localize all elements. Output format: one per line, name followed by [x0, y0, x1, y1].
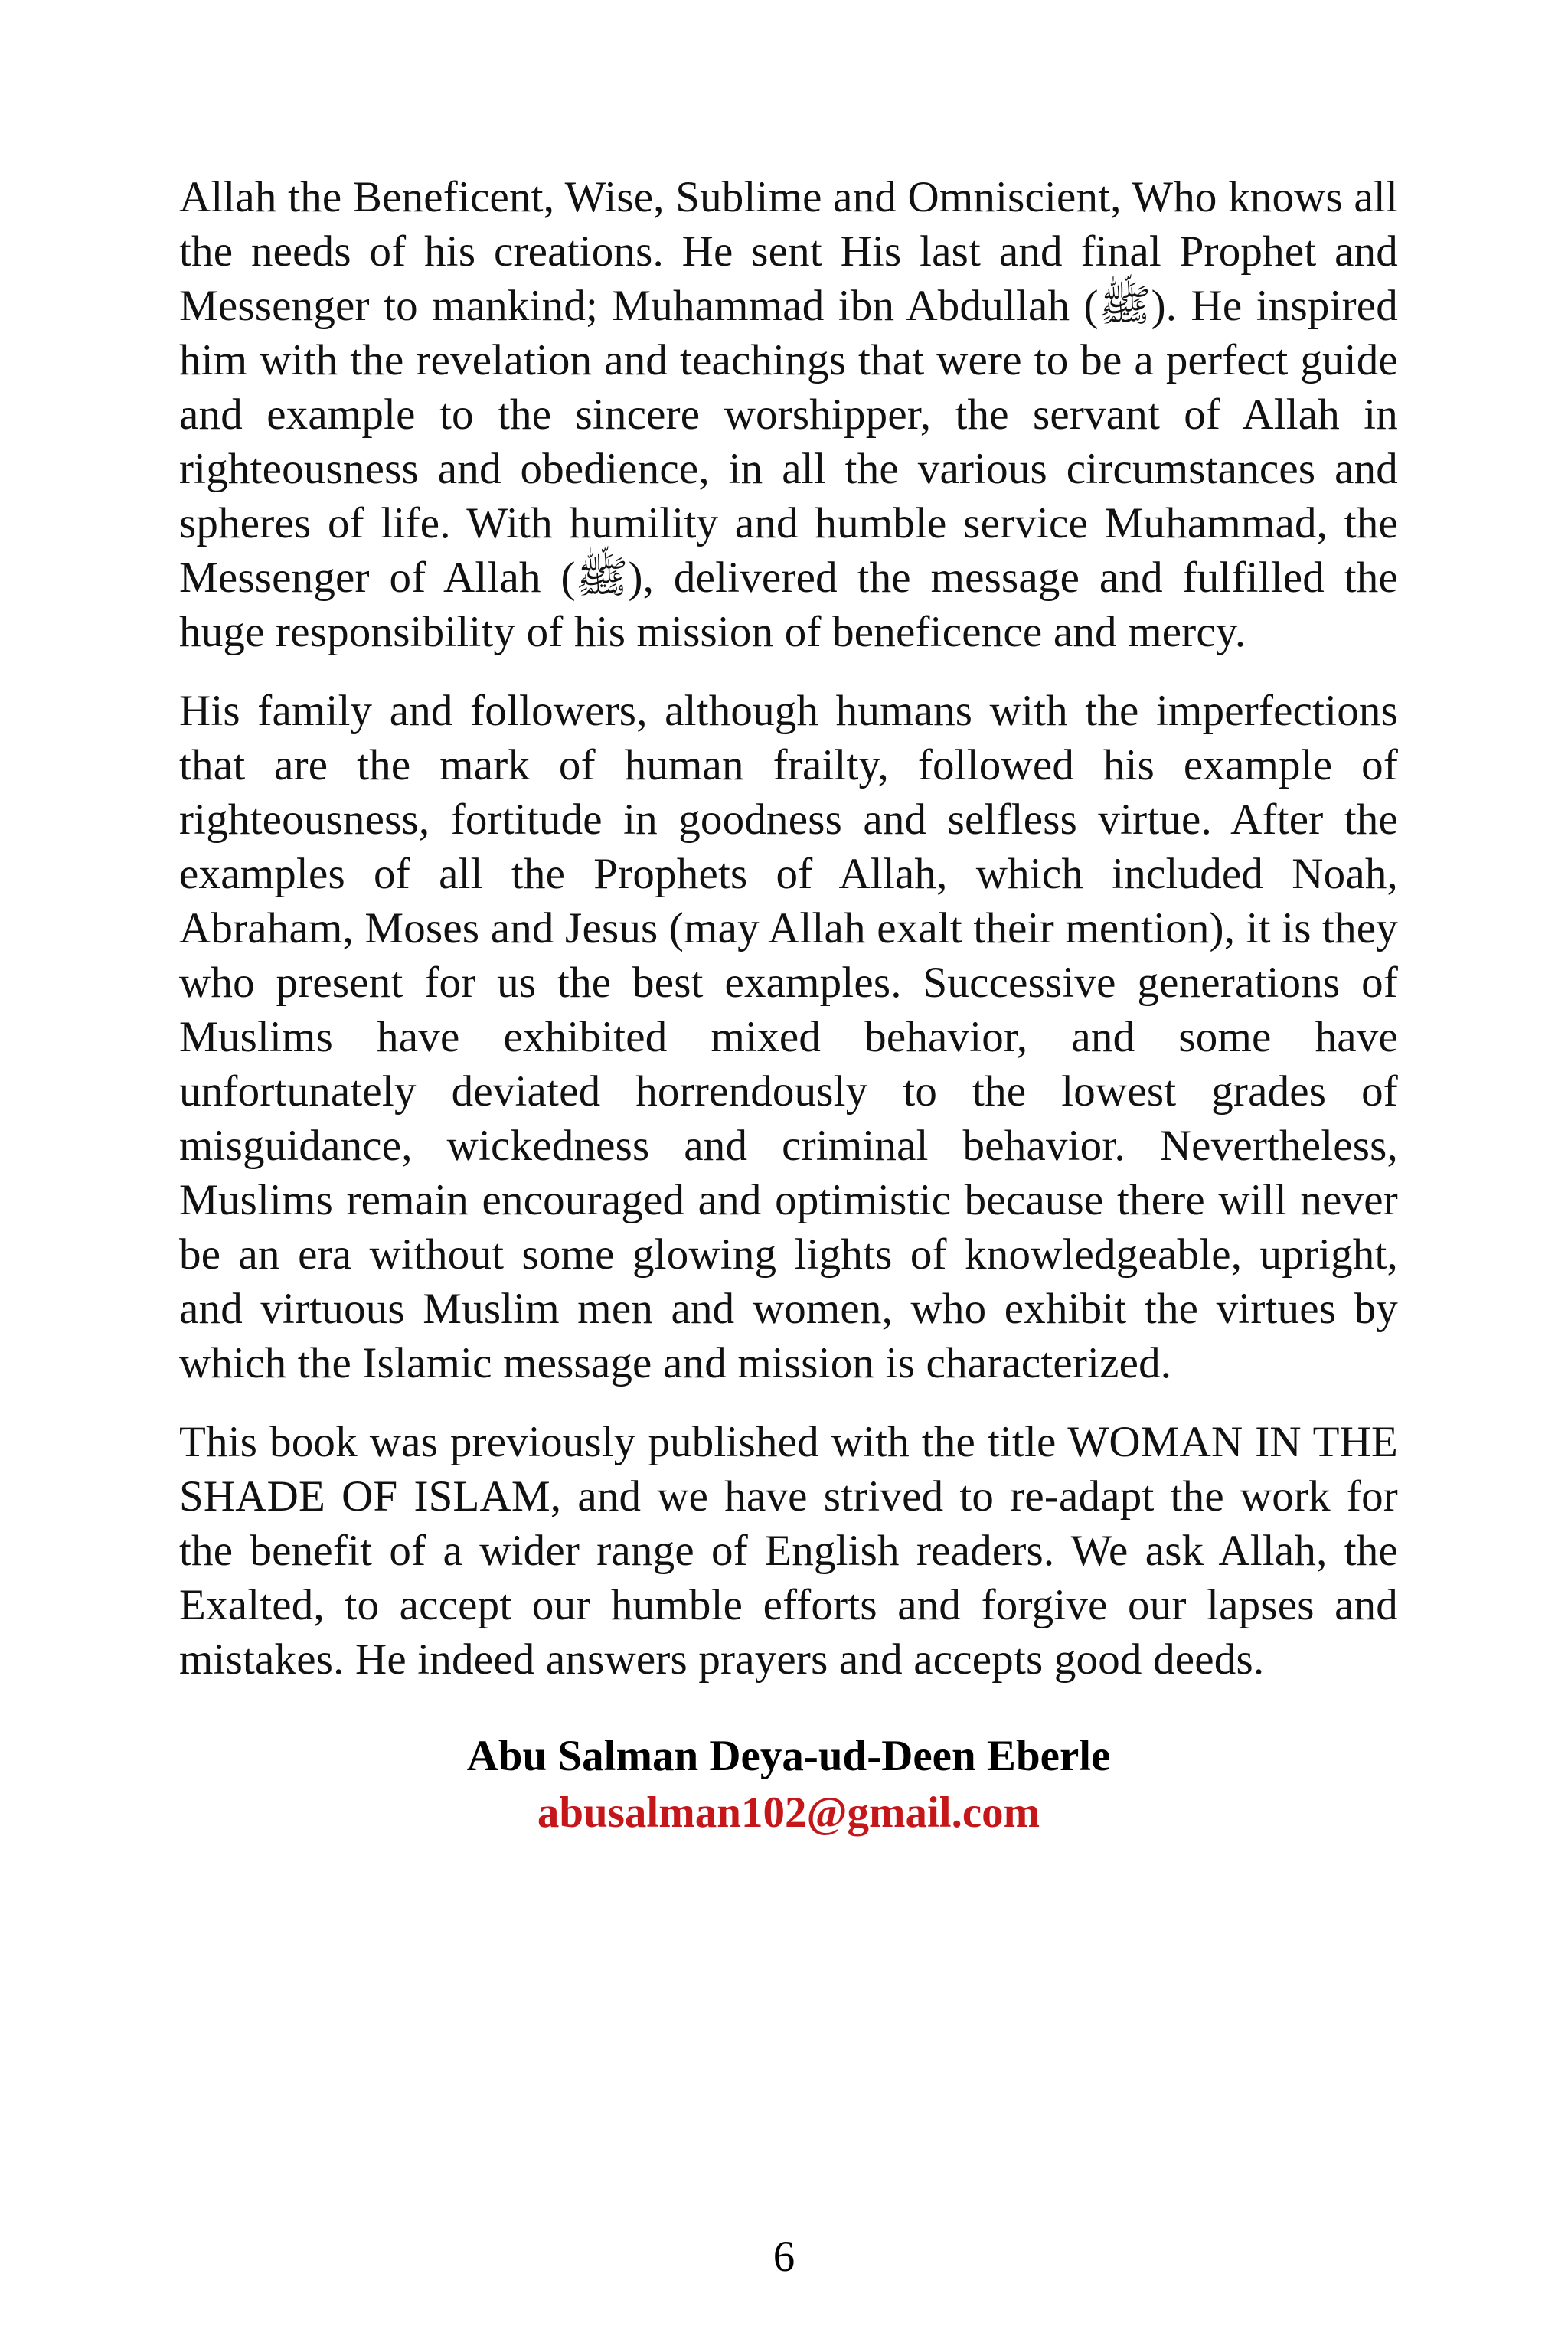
author-email-link[interactable]: abusalman102@gmail.com — [537, 1788, 1040, 1837]
signature-block — [179, 1728, 1398, 1841]
author-name: Abu Salman Deya-ud-Deen Eberle — [466, 1732, 1111, 1780]
paragraph-publication-note: This book was previously published with the title WOMAN IN THE SHADE OF ISLAM, and we have strived to re-adapt the work for the benefit of a wider range of English readers. We ask Allah, the Exalted, to accept our humble efforts and forgive our lapses and mistakes. He indeed answers prayers and accepts good deeds. — [179, 1418, 1398, 1684]
paragraph-introduction: Allah the Beneficent, Wise, Sublime and Omniscient, Who knows all the needs of his creations. He sent His last and final Prophet and Messenger to mankind; Muhammad ibn Abdullah (ﷺ). He inspired him with the revelation and teachings that were to be a perfect guide and example to the sincere worshipper, the servant of Allah in righteousness and obedience, in all the various circumstances and spheres of life. With humility and humble service Muhammad, the Messenger of Allah (ﷺ), delivered the message and fulfilled the huge responsibility of his mission of beneficence and mercy. — [179, 173, 1398, 656]
page-body — [179, 170, 1398, 1841]
paragraph-family-and-followers: His family and followers, although humans with the imperfections that are the mark of human frailty, followed his example of righteousness, fortitude in goodness and selfless virtue. After the examples of all the Prophets of Allah, which included Noah, Abraham, Moses and Jesus (may Allah exalt their mention), it is they who present for us the best examples. Successive generations of Muslims have exhibited mixed behavior, and some have unfortunately deviated horrendously to the lowest grades of misguidance, wickedness and criminal behavior. Nevertheless, Muslims remain encouraged and optimistic because there will never be an era without some glowing lights of knowledgeable, upright, and virtuous Muslim men and women, who exhibit the virtues by which the Islamic message and mission is characterized. — [179, 687, 1398, 1387]
page-number: 6 — [773, 2233, 795, 2281]
